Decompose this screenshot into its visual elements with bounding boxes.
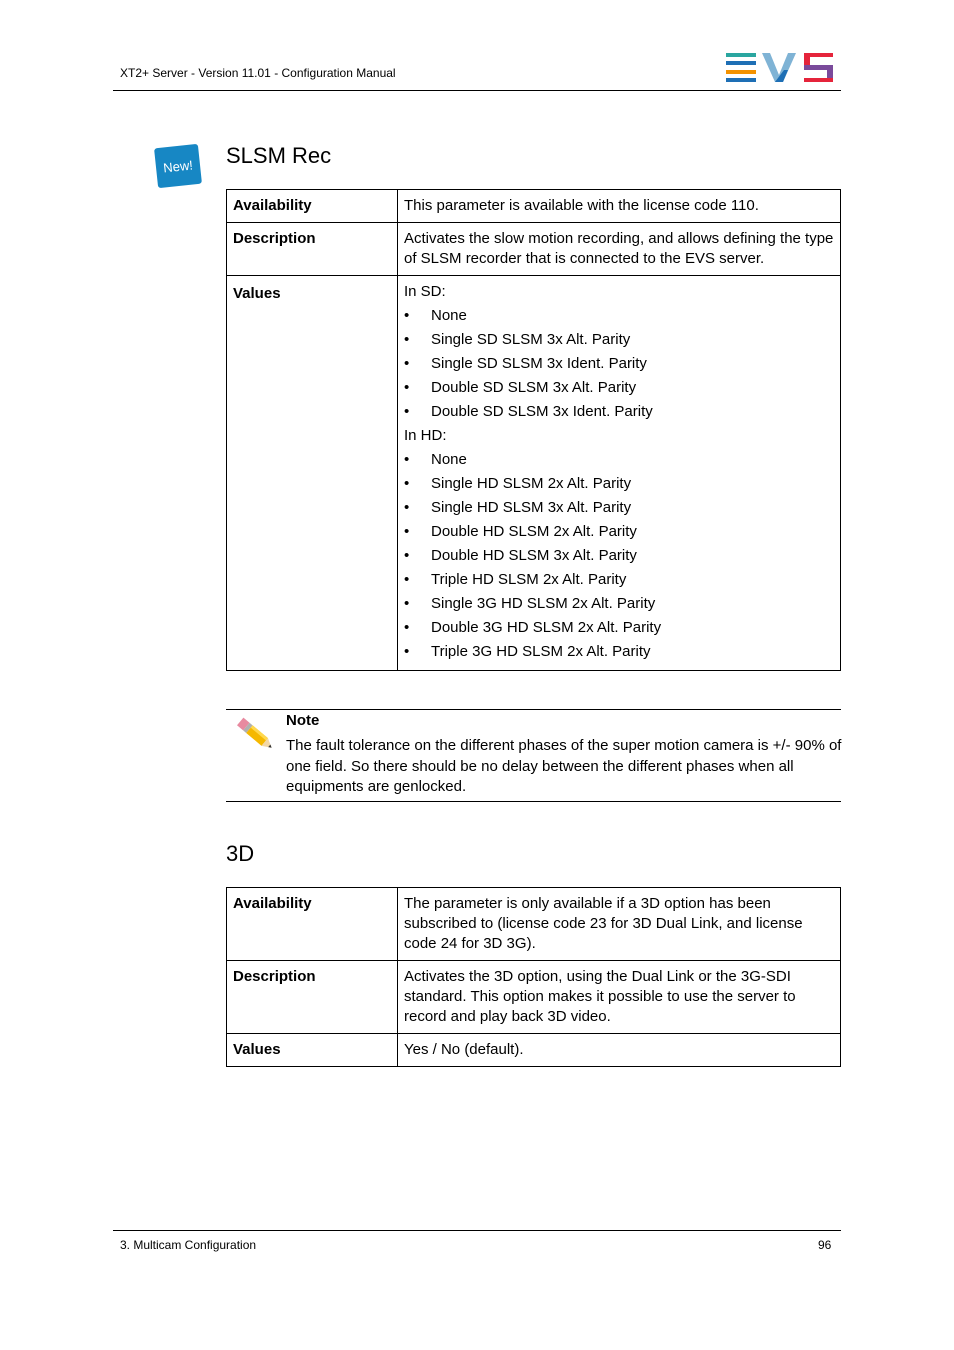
list-item: • Double HD SLSM 2x Alt. Parity [404, 520, 834, 544]
row-label-values: Values [227, 276, 398, 671]
row-value-values: Yes / No (default). [398, 1034, 841, 1067]
slsm-rec-parameter-table [226, 189, 841, 671]
header-rule [113, 90, 841, 91]
hd-values-list [404, 448, 834, 664]
list-item: • Double SD SLSM 3x Ident. Parity [404, 400, 834, 424]
row-value-description: Activates the 3D option, using the Dual Link or the 3G-SDI standard. This option makes it possible to use the server to record and play back 3D video. [398, 961, 841, 1034]
new-badge-icon [154, 143, 202, 189]
table-row [227, 223, 841, 276]
list-item: • Single SD SLSM 3x Alt. Parity [404, 328, 834, 352]
table-row [227, 1034, 841, 1067]
row-value-availability: This parameter is available with the license code 110. [398, 190, 841, 223]
list-item: • Double SD SLSM 3x Alt. Parity [404, 376, 834, 400]
section-title-slsm-rec: SLSM Rec [226, 143, 332, 168]
row-label-description: Description [227, 961, 398, 1034]
footer-chapter: 3. Multicam Configuration [120, 1238, 257, 1252]
list-item: • None [404, 448, 834, 472]
row-label-availability: Availability [227, 190, 398, 223]
note-bottom-rule [226, 801, 841, 802]
list-item: • Single HD SLSM 3x Alt. Parity [404, 496, 834, 520]
running-header-title: XT2+ Server - Version 11.01 - Configuration Manual [120, 66, 396, 80]
3d-parameter-table [226, 887, 841, 1067]
row-label-availability: Availability [227, 888, 398, 961]
list-item: • Double HD SLSM 3x Alt. Parity [404, 544, 834, 568]
row-label-values: Values [227, 1034, 398, 1067]
note-top-rule [226, 709, 841, 710]
list-item: • Single 3G HD SLSM 2x Alt. Parity [404, 592, 834, 616]
page-number: 96 [818, 1238, 832, 1252]
hd-heading: In HD: [404, 427, 447, 444]
table-row [227, 190, 841, 223]
table-row [227, 888, 841, 961]
footer-rule [113, 1230, 841, 1231]
list-item: • None [404, 304, 834, 328]
sd-values-list [404, 304, 834, 424]
evs-logo [726, 53, 834, 83]
note-text: The fault tolerance on the different phases of the super motion camera is +/- 90% of one field. So there should be no delay between the different phases when all equipments are genlocked. [286, 737, 842, 795]
svg-text:New!: New! [162, 157, 194, 176]
pencil-icon [230, 710, 278, 756]
list-item: • Single HD SLSM 2x Alt. Parity [404, 472, 834, 496]
row-label-description: Description [227, 223, 398, 276]
row-value-values [398, 276, 841, 671]
row-value-description: Activates the slow motion recording, and allows defining the type of SLSM recorder that is connected to the EVS server. [398, 223, 841, 276]
table-row [227, 961, 841, 1034]
list-item: • Single SD SLSM 3x Ident. Parity [404, 352, 834, 376]
list-item: • Double 3G HD SLSM 2x Alt. Parity [404, 616, 834, 640]
table-row [227, 276, 841, 671]
list-item: • Triple 3G HD SLSM 2x Alt. Parity [404, 640, 834, 664]
row-value-availability: The parameter is only available if a 3D option has been subscribed to (license code 23 for 3D Dual Link, and license code 24 for 3D 3G). [398, 888, 841, 961]
note-title: Note [286, 712, 320, 729]
list-item: • Triple HD SLSM 2x Alt. Parity [404, 568, 834, 592]
sd-heading: In SD: [404, 283, 446, 300]
section-title-3d: 3D [226, 841, 255, 866]
